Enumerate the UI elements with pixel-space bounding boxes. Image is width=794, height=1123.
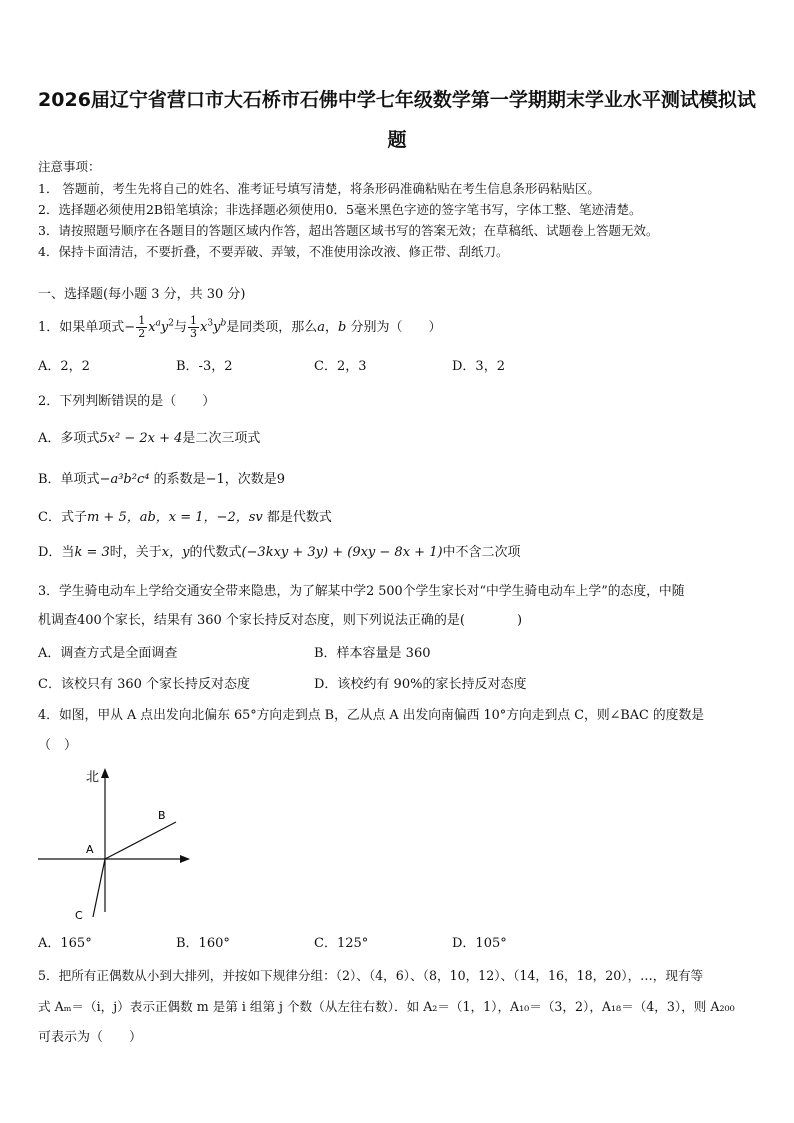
- q2-c-rest: ，ab，x = 1，−2，sv: [126, 510, 263, 525]
- point-a-label: A: [86, 843, 94, 856]
- q1-option-c: C．2，3: [314, 359, 367, 374]
- ray-ab: [105, 822, 176, 859]
- q2-c-suffix: 都是代数式: [266, 510, 332, 525]
- q1-term2b: y: [213, 320, 221, 335]
- question-4-line2: （ ）: [38, 738, 78, 753]
- q1-term2-exp: 3: [207, 318, 214, 329]
- q2-d-expr: (−3kxy + 3y) + (9xy − 8x + 1): [241, 545, 443, 560]
- q1-var-a: a: [317, 320, 325, 335]
- q1-fraction-1: [136, 315, 147, 340]
- q1-option-d: D．3，2: [452, 359, 505, 374]
- q4-direction-figure: [30, 762, 200, 924]
- q2-d-mid2: 的代数式: [189, 545, 242, 560]
- north-label: 北: [86, 770, 100, 785]
- q1-suffix: 是同类项，那么: [226, 320, 318, 335]
- q2-b-expr: −a³b²c⁴: [99, 472, 150, 487]
- q4-option-a: A．165°: [38, 936, 92, 951]
- notice-item-2: 2．选择题必须使用2B铅笔填涂；非选择题必须使用0．5毫米黑色字迹的签字笔书写，字体工整、笔迹清楚。: [38, 202, 642, 217]
- q2-option-b: [38, 471, 285, 489]
- q1-var-b: b: [338, 320, 347, 335]
- notice-item-4: 4．保持卡面清洁，不要折叠，不要弄破、弄皱，不准使用涂改液、修正带、刮纸刀。: [38, 244, 509, 259]
- q2-d-vars: x，y: [161, 545, 190, 560]
- north-arrow-icon: [101, 768, 109, 778]
- q1-fraction-2: [188, 315, 199, 340]
- q1-option-b: B．-3，2: [176, 359, 233, 374]
- q1-frac1-numerator: 1: [138, 314, 146, 327]
- q2-b-prefix: B．单项式: [38, 472, 100, 487]
- q1-term1: x: [148, 320, 156, 335]
- q1-term1b-exp: 2: [168, 318, 174, 329]
- q2-c-prefix: C．式子: [38, 510, 87, 525]
- q1-term2: x: [200, 320, 208, 335]
- question-5-line2: 式 Aₘ＝（i，j）表示正偶数 m 是第 i 组第 j 个数（从左往右数）．如 A₂＝（1，1），A₁₀＝（3，2），A₁₈＝（4，3），则 A₂₀₀: [38, 999, 735, 1014]
- q1-mid: 与: [174, 320, 188, 335]
- question-4-line1: 4．如图，甲从 A 点出发向北偏东 65°方向走到点 B，乙从点 A 出发向南偏西 10°方向走到点 C，则∠BAC 的度数是: [38, 708, 705, 723]
- q3-option-b: B．样本容量是 360: [314, 646, 431, 661]
- q2-a-suffix: 是二次三项式: [182, 431, 261, 446]
- ray-ac: [93, 859, 105, 917]
- question-2-stem: 2．下列判断错误的是（ ）: [38, 394, 216, 409]
- q2-option-c: [38, 509, 332, 527]
- q1-frac2-numerator: 1: [190, 314, 198, 327]
- q1-end: 分别为（ ）: [350, 320, 442, 335]
- q2-d-prefix: D．当: [38, 545, 75, 560]
- q1-frac2-denominator: 3: [190, 327, 198, 340]
- q1-prefix: 1．如果单项式: [38, 320, 125, 335]
- east-arrow-icon: [180, 855, 190, 863]
- q3-option-a: A．调查方式是全面调查: [38, 646, 178, 661]
- q3-option-d: D．该校约有 90%的家长持反对态度: [314, 677, 527, 692]
- question-3-line2: 机调查400个家长，结果有 360 个家长持反对态度，则下列说法正确的是( ): [38, 613, 523, 628]
- point-b-label: B: [158, 809, 166, 822]
- notice-item-3: 3．请按照题号顺序在各题目的答题区域内作答，超出答题区域书写的答案无效；在草稿纸、试题卷上答题无效。: [38, 223, 659, 238]
- question-5-line3: 可表示为（ ）: [38, 1030, 143, 1045]
- question-1-stem: [38, 313, 442, 343]
- exam-title-line1: 2026届辽宁省营口市大石桥市石佛中学七年级数学第一学期期末学业水平测试模拟试: [38, 89, 756, 111]
- question-5-line1: 5．把所有正偶数从小到大排列，并按如下规律分组：（2）、（4，6）、（8，10，12）、（14，16，18，20），…，现有等: [38, 968, 704, 983]
- point-c-label: C: [75, 909, 83, 922]
- section-heading: 一、选择题(每小题 3 分，共 30 分): [38, 287, 246, 302]
- q1-term1-exp: a: [155, 318, 161, 329]
- q2-option-d: [38, 544, 521, 562]
- q2-a-expr: 5x² − 2x + 4: [99, 431, 183, 446]
- q1-option-a: A．2，2: [38, 359, 90, 374]
- q2-a-prefix: A．多项式: [38, 431, 100, 446]
- question-3-line1: 3．学生骑电动车上学给交通安全带来隐患，为了解某中学2 500个学生家长对“中学生骑电动车上学”的态度，中随: [38, 584, 685, 599]
- q4-option-d: D．105°: [452, 936, 507, 951]
- q2-d-mid: 时，关于: [109, 545, 162, 560]
- q4-option-c: C．125°: [314, 936, 369, 951]
- notice-item-1: 1． 答题前，考生先将自己的姓名、准考证号填写清楚，将条形码准确粘贴在考生信息条形码粘贴区。: [38, 181, 600, 196]
- q1-term2b-exp: b: [220, 318, 227, 329]
- q2-d-suffix: 中不含二次项: [442, 545, 521, 560]
- q4-option-b: B．160°: [176, 936, 230, 951]
- q1-comma: ，: [325, 320, 339, 335]
- q2-b-suffix: 的系数是−1，次数是9: [153, 472, 286, 487]
- notice-heading: 注意事项：: [38, 159, 101, 174]
- q1-term1b: y: [160, 320, 169, 335]
- q2-d-cond: k = 3: [74, 545, 110, 560]
- q2-c-expr: m + 5: [86, 510, 127, 525]
- exam-title-line2: 题: [387, 129, 407, 151]
- q2-option-a: [38, 430, 260, 448]
- q1-minus: −: [124, 320, 136, 335]
- q3-option-c: C．该校只有 360 个家长持反对态度: [38, 677, 251, 692]
- q1-frac1-denominator: 2: [138, 327, 146, 340]
